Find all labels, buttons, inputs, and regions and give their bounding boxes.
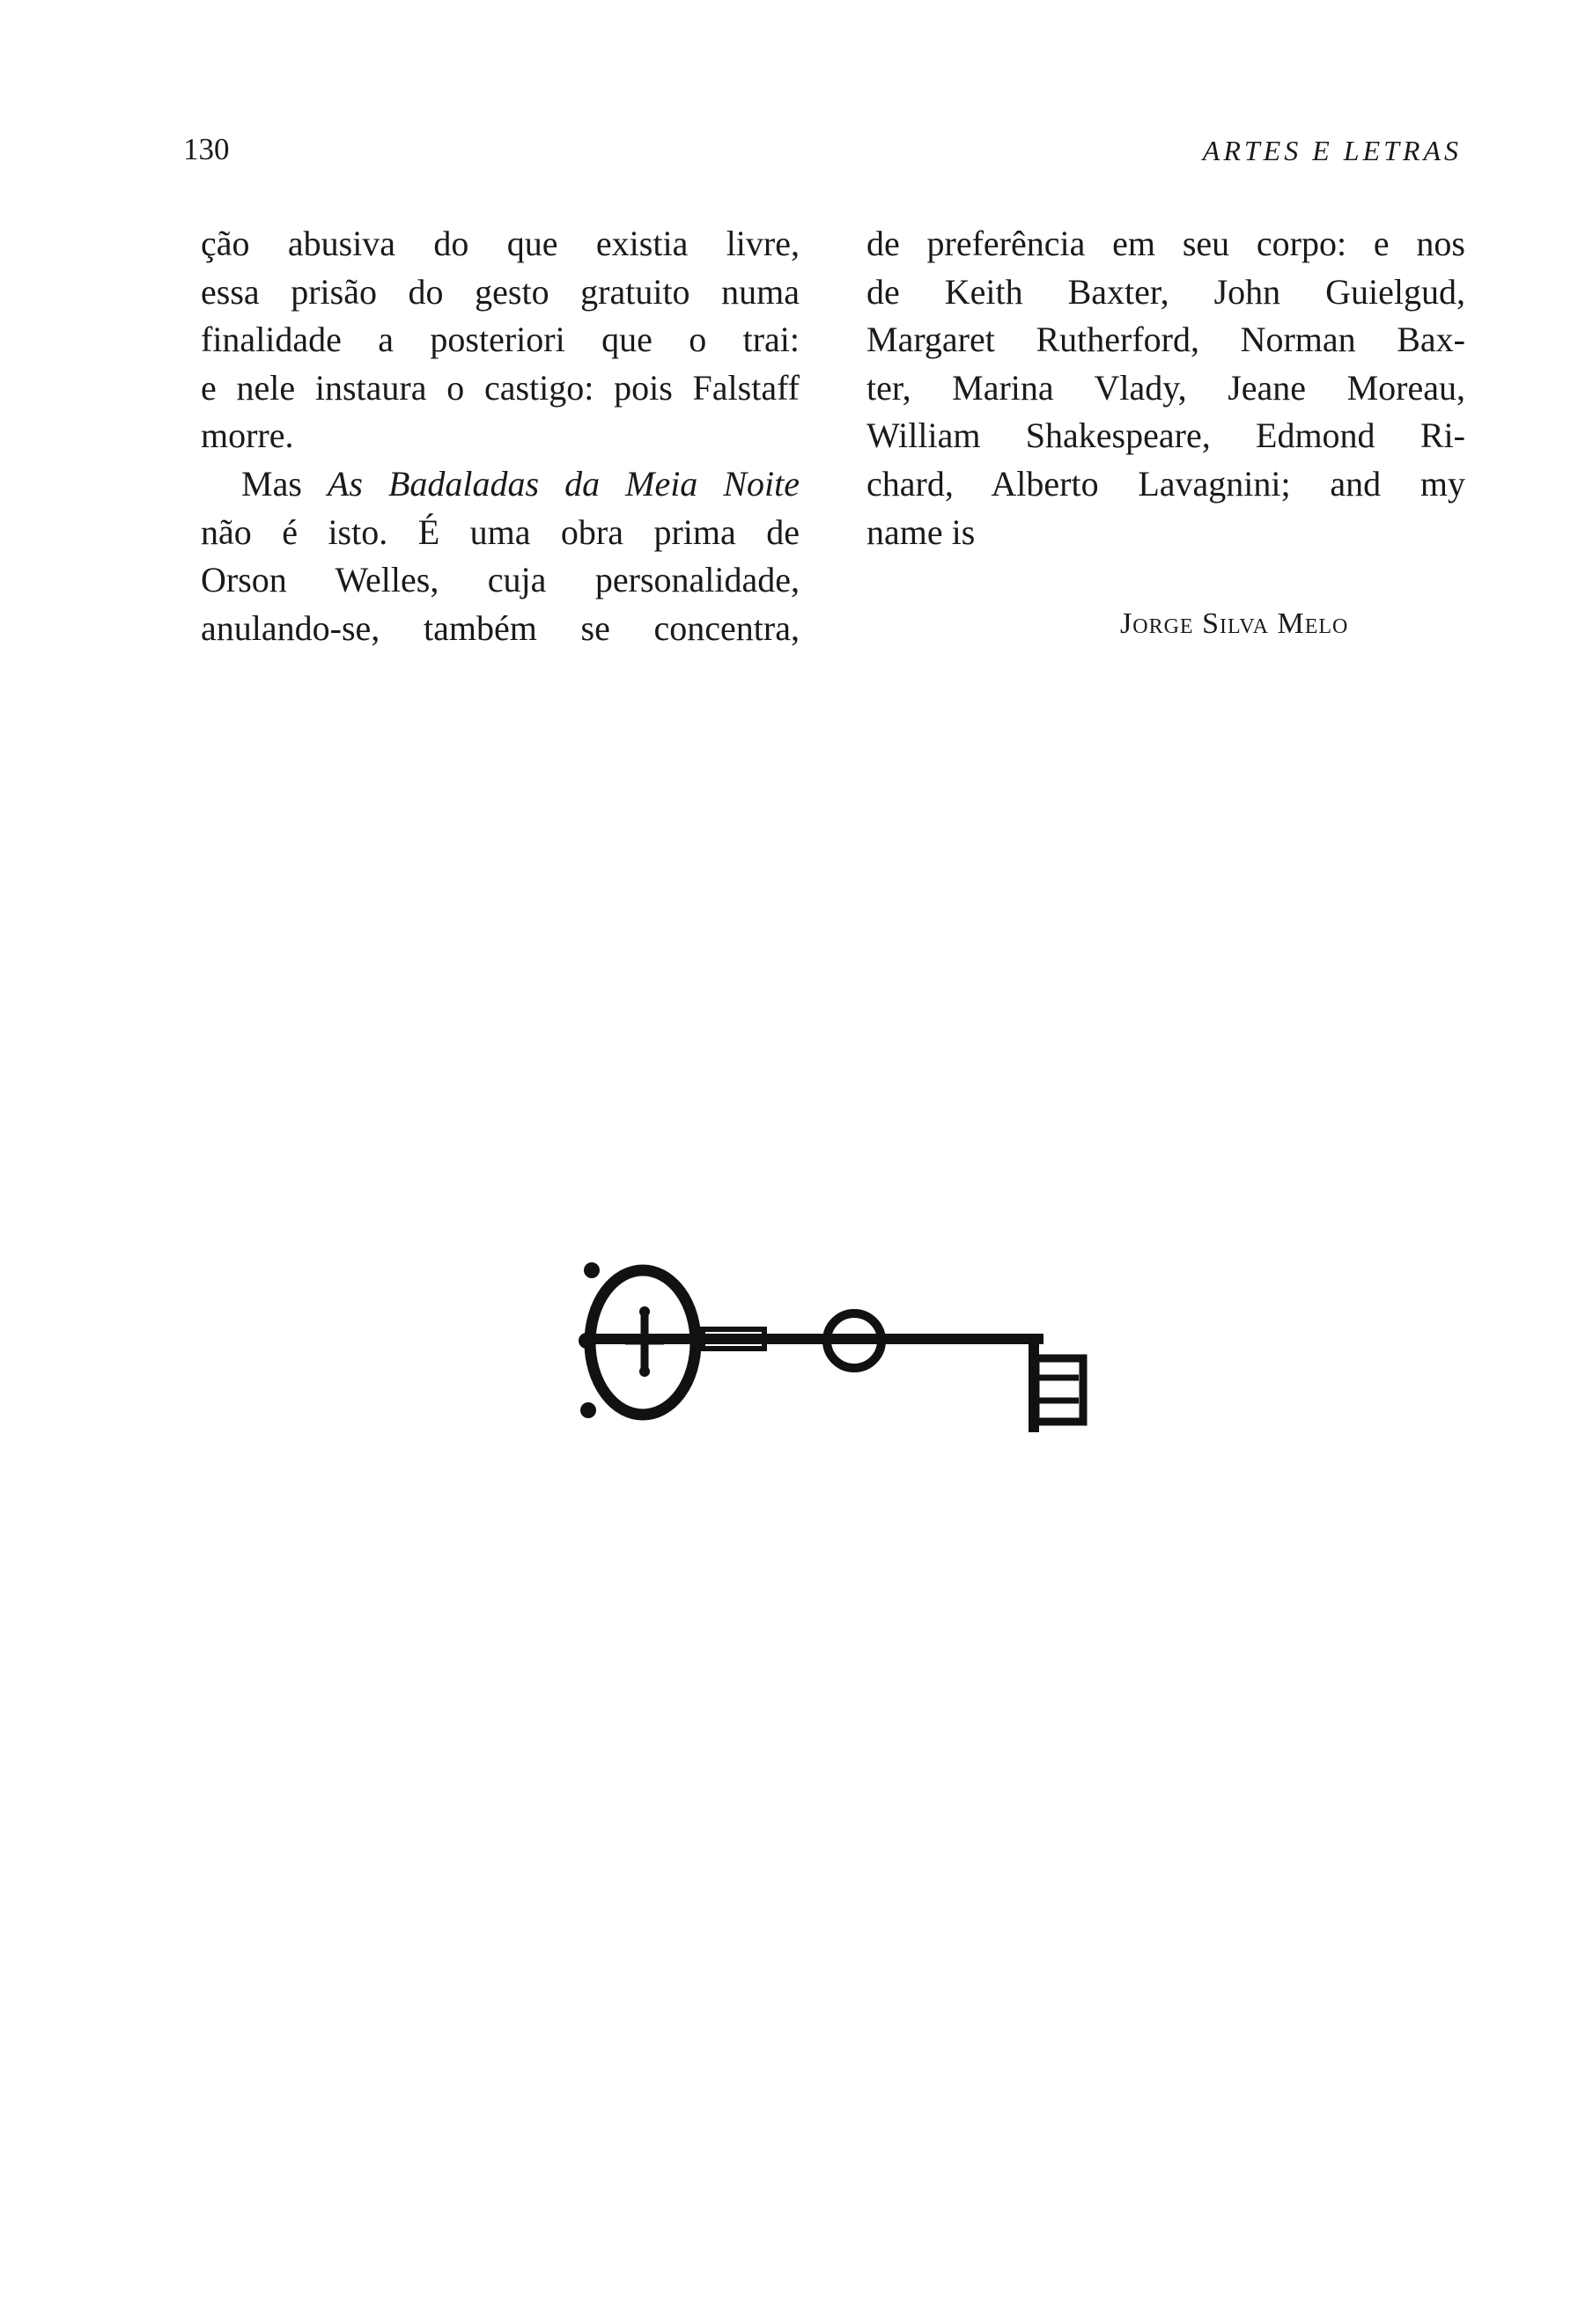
- left-column: [201, 220, 800, 652]
- text-line: William Shakespeare, Edmond Ri-: [866, 416, 1465, 456]
- text-line: [201, 460, 800, 509]
- text-line: finalidade a posteriori que o trai:: [201, 320, 800, 360]
- running-title: ARTES E LETRAS: [1202, 135, 1462, 166]
- text-line: e nele instaura o castigo: pois Falstaff: [201, 367, 800, 408]
- text-line: ter, Marina Vlady, Jeane Moreau,: [866, 367, 1465, 408]
- text-line: de Keith Baxter, John Guielgud,: [866, 271, 1465, 312]
- text-line: de preferência em seu corpo: e nos: [866, 224, 1465, 263]
- key-icon: [572, 1246, 1092, 1448]
- text-line: Orson Welles, cuja personalidade,: [201, 560, 800, 600]
- text-line: essa prisão do gesto gratuito numa: [201, 271, 800, 312]
- page-number: 130: [183, 132, 230, 166]
- text-line: anulando-se, também se concentra,: [201, 607, 800, 648]
- text-line: chard, Alberto Lavagnini; and my: [866, 463, 1465, 504]
- text-line: Margaret Rutherford, Norman Bax-: [866, 320, 1465, 360]
- text-line: ção abusiva do que existia livre,: [201, 224, 800, 263]
- author-signature: Jorge Silva Melo: [1120, 607, 1349, 640]
- text-line: morre.: [201, 416, 294, 456]
- film-title: As Badaladas da Meia Noite: [327, 463, 800, 504]
- text-line: name is: [866, 511, 976, 552]
- text-line: não é isto. É uma obra prima de: [201, 511, 800, 552]
- text-fragment: Mas: [241, 463, 328, 504]
- right-column: [866, 220, 1465, 556]
